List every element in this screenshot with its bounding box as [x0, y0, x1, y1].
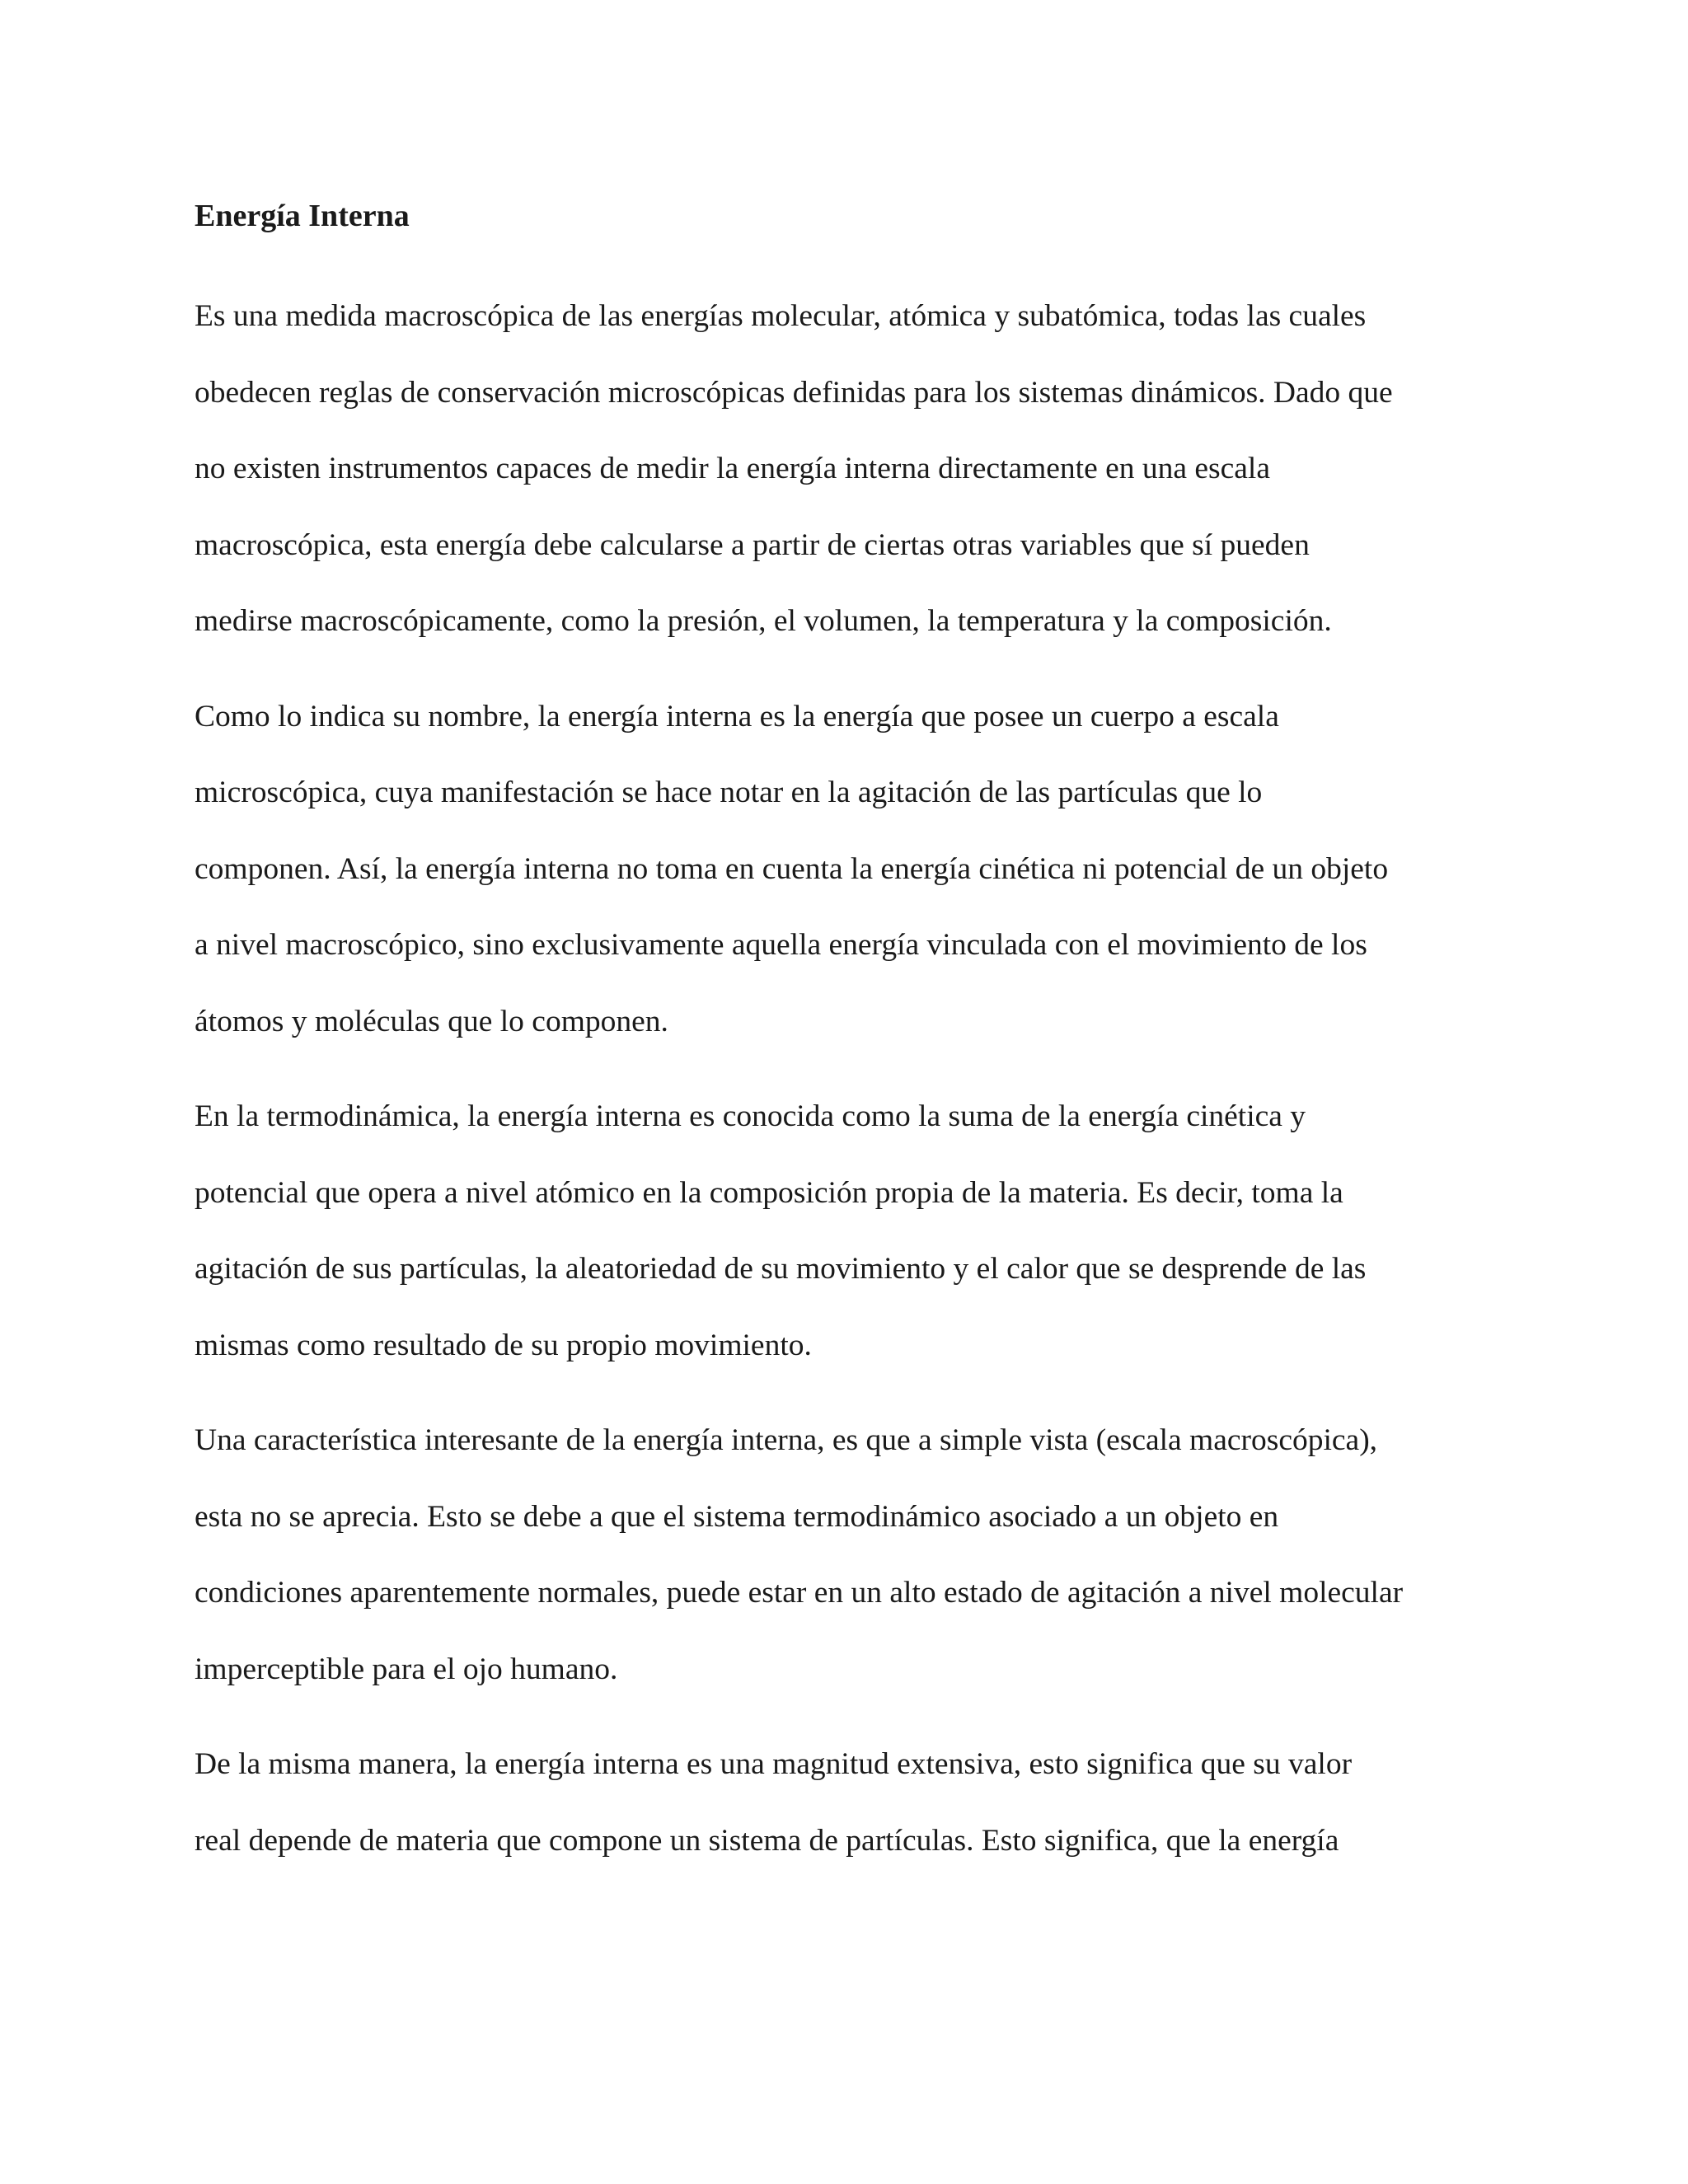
text-line: Una característica interesante de la energía interna, es que a simple vista (escala macroscópica), — [195, 1423, 1378, 1457]
text-line: condiciones aparentemente normales, puede estar en un alto estado de agitación a nivel molecular — [195, 1576, 1404, 1610]
paragraph-3 — [195, 1079, 1513, 1384]
text-line: potencial que opera a nivel atómico en la composición propia de la materia. Es decir, toma la — [195, 1175, 1343, 1210]
text-line: medirse macroscópicamente, como la presión, el volumen, la temperatura y la composición. — [195, 604, 1332, 638]
text-line: De la misma manera, la energía interna es una magnitud extensiva, esto significa que su valor — [195, 1747, 1353, 1781]
text-line: a nivel macroscópico, sino exclusivamente aquella energía vinculada con el movimiento de los — [195, 928, 1367, 962]
document-title: Energía Interna — [195, 199, 410, 233]
text-line: átomos y moléculas que lo componen. — [195, 1004, 668, 1038]
text-line: no existen instrumentos capaces de medir la energía interna directamente en una escala — [195, 452, 1270, 485]
paragraph-4 — [195, 1403, 1513, 1708]
text-line: En la termodinámica, la energía interna es conocida como la suma de la energía cinética y — [195, 1099, 1306, 1133]
text-line: componen. Así, la energía interna no toma en cuenta la energía cinética ni potencial de un objeto — [195, 851, 1389, 886]
text-line: esta no se aprecia. Esto se debe a que el sistema termodinámico asociado a un objeto en — [195, 1499, 1279, 1534]
text-line: macroscópica, esta energía debe calcularse a partir de ciertas otras variables que sí pueden — [195, 527, 1310, 562]
text-line: real depende de materia que compone un sistema de partículas. Esto significa, que la energía — [195, 1823, 1339, 1858]
text-line: imperceptible para el ojo humano. — [195, 1652, 618, 1686]
paragraph-5 — [195, 1727, 1513, 1879]
text-line: agitación de sus partículas, la aleatoriedad de su movimiento y el calor que se desprende de las — [195, 1252, 1367, 1286]
paragraph-2 — [195, 679, 1513, 1061]
text-line: Es una medida macroscópica de las energías molecular, atómica y subatómica, todas las cuales — [195, 299, 1367, 333]
paragraph-1 — [195, 279, 1513, 660]
text-line: Como lo indica su nombre, la energía interna es la energía que posee un cuerpo a escala — [195, 699, 1279, 733]
text-line: microscópica, cuya manifestación se hace notar en la agitación de las partículas que lo — [195, 776, 1263, 809]
document-body — [195, 188, 1513, 1879]
text-line: mismas como resultado de su propio movimiento. — [195, 1328, 812, 1362]
text-line: obedecen reglas de conservación microscópicas definidas para los sistemas dinámicos. Dado que — [195, 375, 1393, 410]
